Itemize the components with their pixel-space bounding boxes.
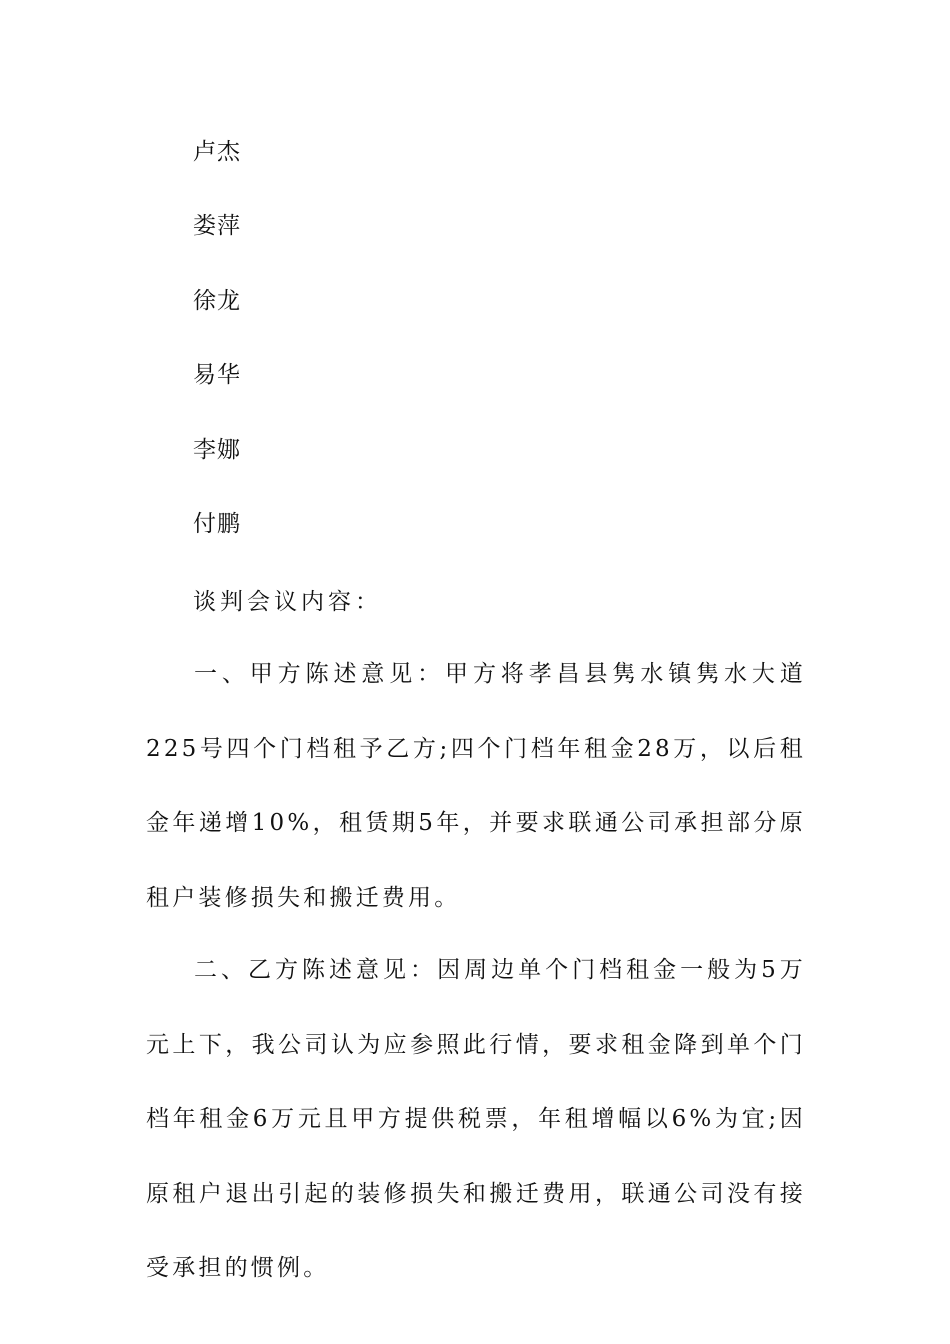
attendee-name: 易华 (193, 362, 241, 388)
attendee-name: 娄萍 (193, 213, 241, 239)
attendee-name: 付鹏 (193, 511, 241, 537)
party-a-statement-paragraph: 一、甲方陈述意见：甲方将孝昌县隽水镇隽水大道225号四个门档租予乙方;四个门档年租金28万，以后租金年递增10%，租赁期5年，并要求联通公司承担部分原租户装修损失和搬迁费用。 (146, 661, 806, 911)
attendee-name: 卢杰 (193, 139, 241, 165)
content-heading: 谈判会议内容： (193, 589, 382, 615)
party-b-statement-paragraph: 二、乙方陈述意见：因周边单个门档租金一般为5万元上下，我公司认为应参照此行情，要求租金降到单个门档年租金6万元且甲方提供税票，年租增幅以6%为宜;因原租户退出引起的装修损失和搬迁费用，联通公司没有接受承担的惯例。 (146, 957, 806, 1281)
attendee-name: 徐龙 (193, 288, 241, 314)
attendee-name: 李娜 (193, 437, 241, 463)
